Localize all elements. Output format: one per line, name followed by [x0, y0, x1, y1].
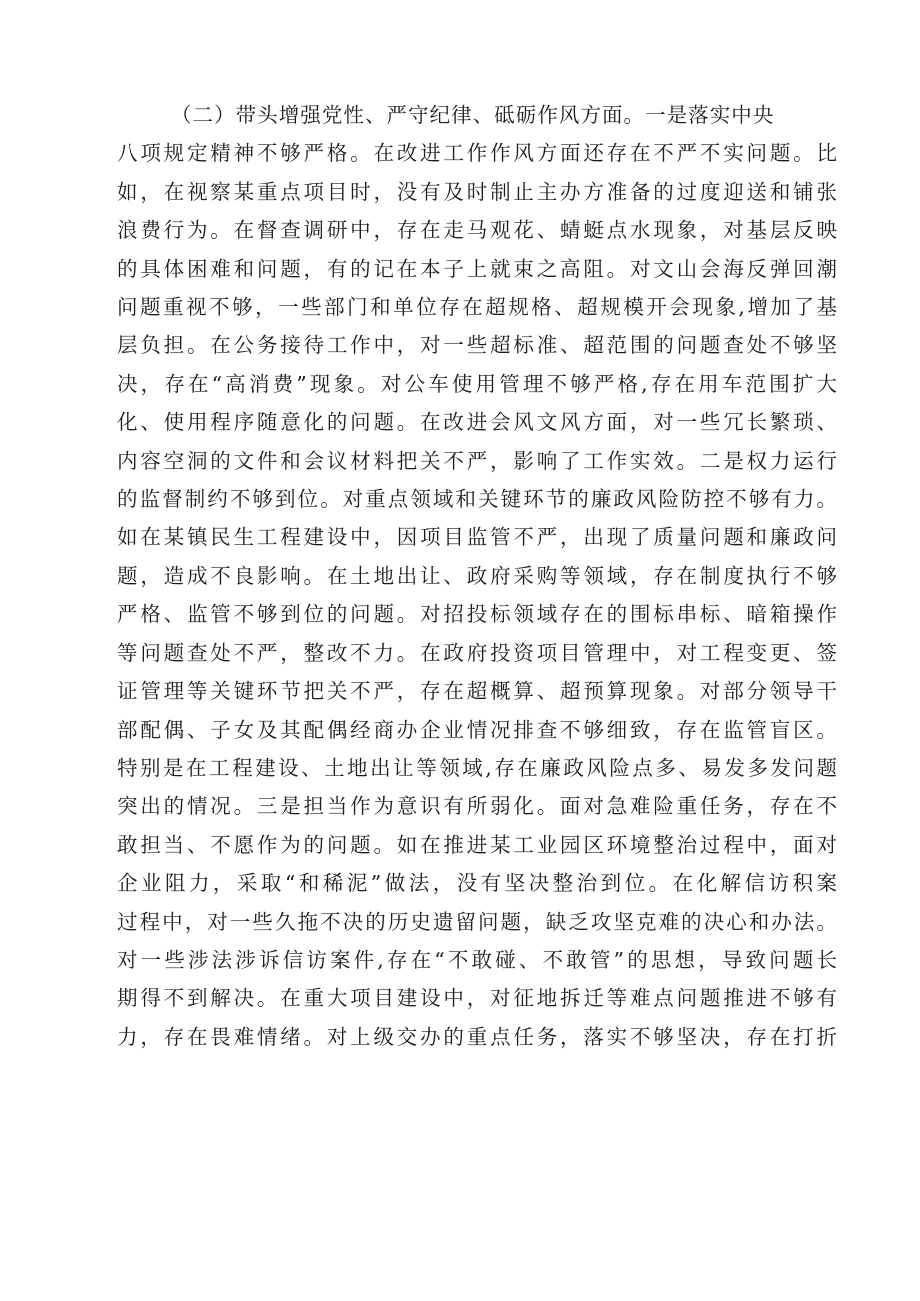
- text-line-10: 内容空洞的文件和会议材料把关不严，影响了工作实效。二是权力运行: [117, 448, 837, 473]
- text-line-12: 如在某镇民生工程建设中，因项目监管不严，出现了质量问题和廉政问: [117, 525, 837, 550]
- text-line-18: 特别是在工程建设、土地出让等领域,存在廉政风险点多、易发多发问题: [117, 755, 837, 780]
- text-line-2: 八项规定精神不够严格。在改进工作作风方面还存在不严不实问题。比: [117, 141, 837, 166]
- text-line-25: 力，存在畏难情绪。对上级交办的重点任务，落实不够坚决，存在打折: [117, 1024, 837, 1049]
- text-line-4: 浪费行为。在督查调研中，存在走马观花、蜻蜓点水现象，对基层反映: [117, 218, 837, 243]
- text-line-13: 题，造成不良影响。在土地出让、政府采购等领域，存在制度执行不够: [117, 563, 837, 588]
- text-line-11: 的监督制约不够到位。对重点领域和关键环节的廉政风险防控不够有力。: [117, 487, 837, 512]
- text-line-8: 决，存在“高消费”现象。对公车使用管理不够严格,存在用车范围扩大: [117, 371, 837, 396]
- text-line-19: 突出的情况。三是担当作为意识有所弱化。面对急难险重任务，存在不: [117, 794, 837, 819]
- body-paragraph: [117, 96, 837, 1056]
- text-line-7: 层负担。在公务接待工作中，对一些超标准、超范围的问题查处不够坚: [117, 333, 837, 358]
- text-line-3: 如，在视察某重点项目时，没有及时制止主办方准备的过度迎送和铺张: [117, 179, 837, 204]
- text-line-20: 敢担当、不愿作为的问题。如在推进某工业园区环境整治过程中，面对: [117, 832, 837, 857]
- text-line-17: 部配偶、子女及其配偶经商办企业情况排查不够细致，存在监管盲区。: [117, 717, 837, 742]
- text-line-5: 的具体困难和问题，有的记在本子上就束之高阻。对文山会海反弹回潮: [117, 256, 837, 281]
- text-line-15: 等问题查处不严，整改不力。在政府投资项目管理中，对工程变更、签: [117, 640, 837, 665]
- text-line-9: 化、使用程序随意化的问题。在改进会风文风方面，对一些冗长繁琐、: [117, 410, 837, 435]
- text-line-6: 问题重视不够，一些部门和单位存在超规格、超规模开会现象,增加了基: [117, 295, 837, 320]
- text-line-24: 期得不到解决。在重大项目建设中，对征地拆迁等难点问题推进不够有: [117, 986, 837, 1011]
- text-line-21: 企业阻力，采取“和稀泥”做法，没有坚决整治到位。在化解信访积案: [117, 871, 837, 896]
- text-line-16: 证管理等关键环节把关不严，存在超概算、超预算现象。对部分领导干: [117, 679, 837, 704]
- text-line-1: （二）带头增强党性、严守纪律、砥砺作风方面。一是落实中央: [171, 103, 775, 127]
- text-line-14: 严格、监管不够到位的问题。对招投标领域存在的围标串标、暗箱操作: [117, 602, 837, 627]
- text-line-22: 过程中，对一些久拖不决的历史遗留问题，缺乏攻坚克难的决心和办法。: [117, 909, 837, 934]
- text-line-23: 对一些涉法涉诉信访案件,存在“不敢碰、不敢管”的思想，导致问题长: [117, 947, 837, 972]
